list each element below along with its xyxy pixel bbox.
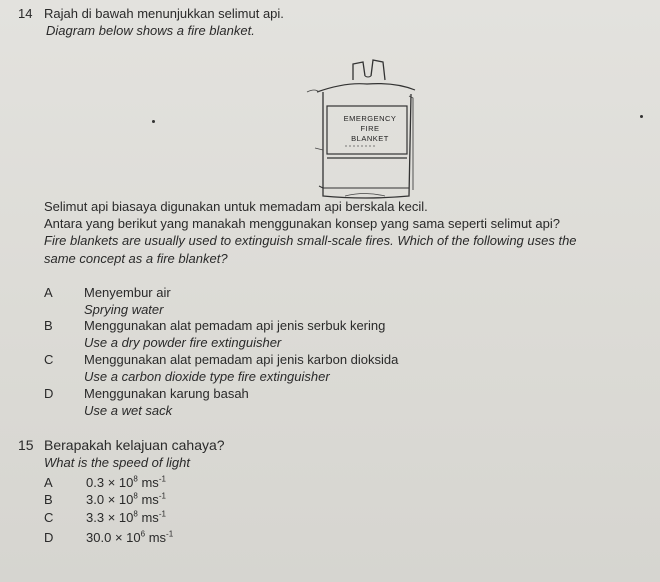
option-text-english: Use a dry powder fire extinguisher xyxy=(84,335,282,350)
option-letter: C xyxy=(44,510,54,525)
q14-stem-english-1: Fire blankets are usually used to extinguish small-scale fires. Which of the following uses the xyxy=(44,233,577,248)
option-text-malay: Menyembur air xyxy=(84,285,171,300)
option-text-english: Sprying water xyxy=(84,302,164,317)
fire-blanket-diagram xyxy=(305,58,435,208)
option-letter: B xyxy=(44,318,53,333)
option-text-malay: Menggunakan alat pemadam api jenis karbon dioksida xyxy=(84,352,399,367)
option-text-malay: Menggunakan karung basah xyxy=(84,386,249,401)
option-letter: B xyxy=(44,492,53,507)
option-speed-value: $0.3 \times 10^8$ $ms^{-1}$ xyxy=(86,474,166,490)
option-speed-value: $3.3 \times 10^8$ $ms^{-1}$ xyxy=(86,509,166,525)
option-letter: A xyxy=(44,475,53,490)
scan-dot xyxy=(152,120,155,123)
q14-stem-malay-1: Selimut api biasaya digunakan untuk memadam api berskala kecil. xyxy=(44,199,428,214)
q14-stem-malay-2: Antara yang berikut yang manakah menggunakan konsep yang sama seperti selimut api? xyxy=(44,216,560,231)
option-letter: C xyxy=(44,352,54,367)
option-text-malay: Menggunakan alat pemadam api jenis serbuk kering xyxy=(84,318,386,333)
figure-label-emergency: EMERGENCY xyxy=(343,114,397,123)
q14-english-title: Diagram below shows a fire blanket. xyxy=(46,23,255,38)
q14-number: 14 xyxy=(18,6,33,21)
option-text-english: Use a wet sack xyxy=(84,403,173,418)
q15-malay-title: Berapakah kelajuan cahaya? xyxy=(44,437,225,453)
q15-english-title: What is the speed of light xyxy=(44,455,190,470)
option-text-english: Use a carbon dioxide type fire extinguisher xyxy=(84,369,330,384)
scan-dot xyxy=(640,115,643,118)
q15-number: 15 xyxy=(18,437,34,453)
fire-blanket-icon xyxy=(305,58,435,208)
option-letter: D xyxy=(44,530,54,545)
figure-label-fire: FIRE xyxy=(360,124,380,133)
q14-stem-english-2: same concept as a fire blanket? xyxy=(44,251,228,266)
option-speed-value: $3.0 \times 10^8$ $ms^{-1}$ xyxy=(86,491,166,507)
option-letter: D xyxy=(44,386,54,401)
figure-label-blanket: BLANKET xyxy=(351,134,389,143)
option-letter: A xyxy=(44,285,53,300)
q14-malay-title: Rajah di bawah menunjukkan selimut api. xyxy=(44,6,284,21)
option-speed-value: $30.0 \times 10^6$ $ms^{-1}$ xyxy=(86,529,174,545)
